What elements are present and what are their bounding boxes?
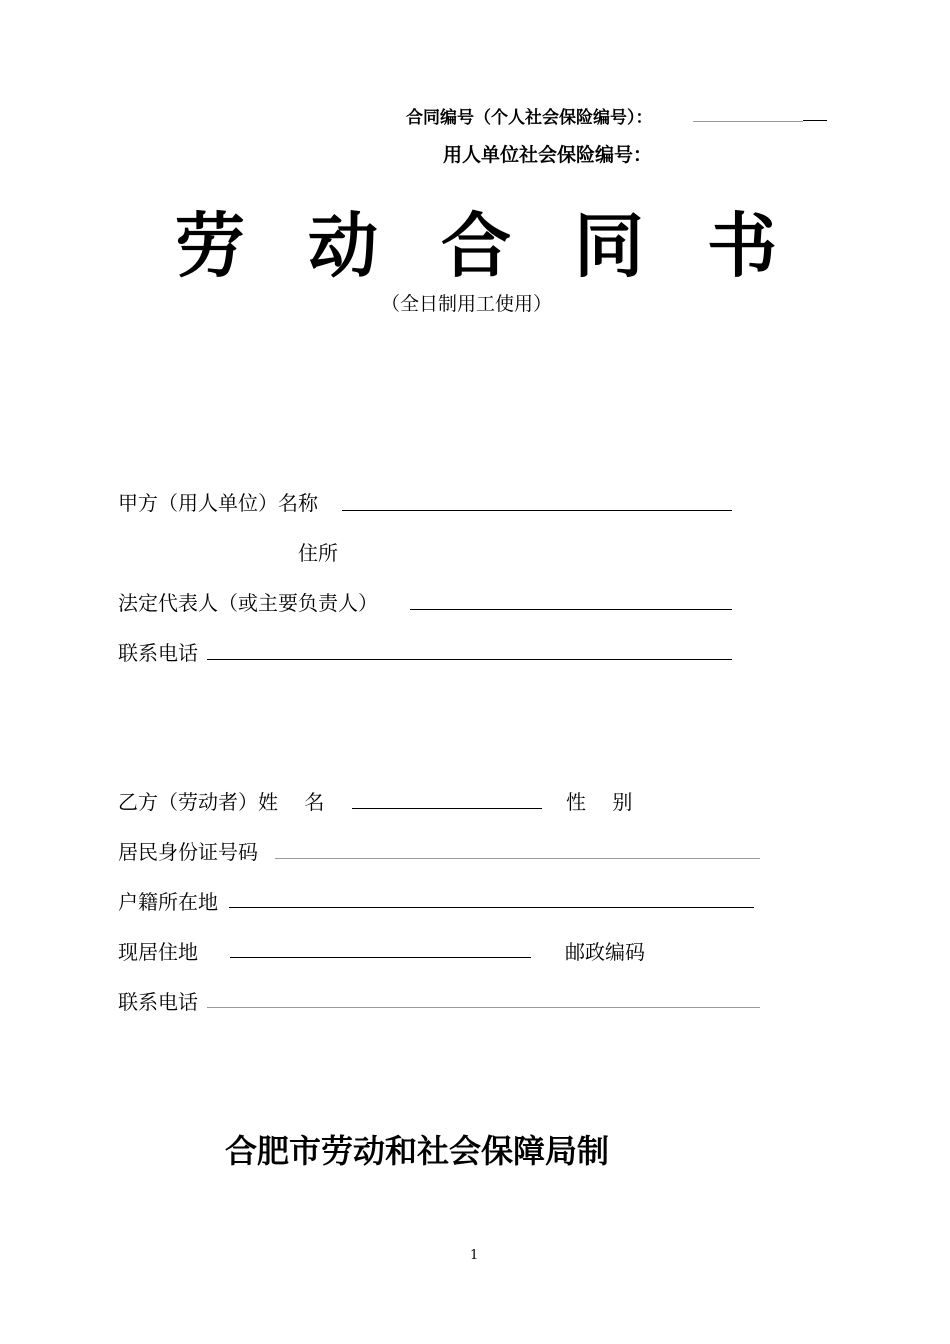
- title-char-1: 劳: [175, 204, 245, 287]
- party-b-hukou-field[interactable]: [229, 907, 754, 908]
- party-a-name-field[interactable]: [342, 510, 732, 511]
- party-b-residence-label: 现居住地: [118, 940, 198, 964]
- contract-number-field[interactable]: [693, 121, 803, 122]
- issuer-line: 合肥市劳动和社会保障局制: [225, 1132, 610, 1170]
- title-char-5: 书: [707, 204, 777, 287]
- party-a-address-label: 住所: [298, 541, 338, 565]
- title-char-4: 同: [574, 204, 644, 287]
- contract-number-field-end: [803, 120, 827, 121]
- party-a-legal-rep-label: 法定代表人（或主要负责人）: [118, 591, 378, 615]
- title-char-3: 合: [441, 204, 511, 287]
- party-a-name-label: 甲方（用人单位）名称: [118, 491, 318, 515]
- document-subtitle: （全日制用工使用）: [381, 293, 553, 315]
- party-b-id-field[interactable]: [275, 858, 760, 859]
- party-a-legal-rep-field[interactable]: [410, 609, 732, 610]
- party-b-hukou-label: 户籍所在地: [118, 890, 218, 914]
- party-b-residence-field[interactable]: [230, 957, 531, 958]
- party-b-gender-label: 性 别: [566, 790, 633, 814]
- party-b-name-field[interactable]: [352, 808, 542, 809]
- page-number: 1: [470, 1248, 479, 1263]
- party-b-postcode-label: 邮政编码: [565, 940, 645, 964]
- party-a-phone-label: 联系电话: [118, 641, 198, 665]
- party-b-name-label: 乙方（劳动者）姓 名: [118, 790, 325, 814]
- party-a-phone-field[interactable]: [207, 659, 732, 660]
- contract-number-label: 合同编号（个人社会保险编号）：: [406, 108, 653, 128]
- employer-si-number-label: 用人单位社会保险编号：: [443, 144, 653, 166]
- party-b-id-label: 居民身份证号码: [118, 840, 258, 864]
- party-b-phone-label: 联系电话: [118, 990, 198, 1014]
- party-b-phone-field[interactable]: [207, 1007, 760, 1008]
- title-char-2: 动: [308, 204, 378, 287]
